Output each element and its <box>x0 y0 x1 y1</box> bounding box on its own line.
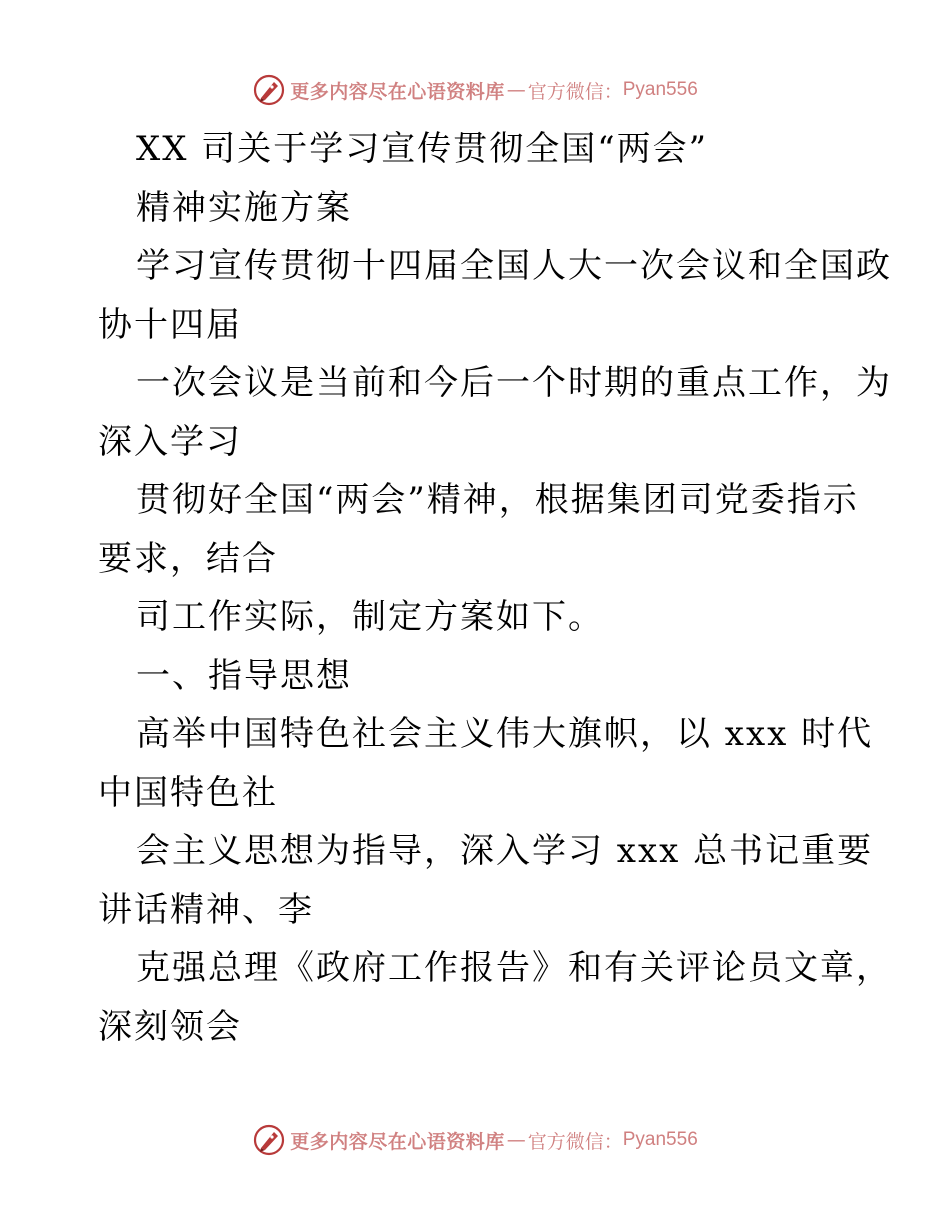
paragraph-line: 要求，结合 <box>98 538 278 579</box>
paragraph-line: 协十四届 <box>98 304 242 345</box>
paragraph-line: 学习宣传贯彻十四届全国人大一次会议和全国政 <box>136 246 892 286</box>
pen-nib-logo-icon <box>252 1123 286 1157</box>
footer-banner <box>0 1120 950 1160</box>
banner-dash: — <box>506 79 526 101</box>
paragraph-line: 讲话精神、李 <box>98 889 314 930</box>
paragraph-line: 一次会议是当前和今后一个时期的重点工作，为 <box>136 363 892 403</box>
document-body <box>98 120 892 1056</box>
paragraph-line: 克强总理《政府工作报告》和有关评论员文章， <box>136 948 892 988</box>
banner-promo-text: 更多内容尽在心语资料库 <box>290 80 505 103</box>
pen-nib-logo-icon <box>252 73 286 107</box>
paragraph-line: 会主义思想为指导，深入学习 xxx 总书记重要 <box>136 831 874 871</box>
paragraph-line: 高举中国特色社会主义伟大旗帜，以 xxx 时代 <box>136 714 874 754</box>
document-title-line-2: 精神实施方案 <box>136 187 352 228</box>
section-heading: 一、指导思想 <box>136 655 352 696</box>
paragraph-line: 深入学习 <box>98 421 242 462</box>
banner-wechat-handle: Pyan556 <box>622 1129 698 1150</box>
document-title-line-1: XX 司关于学习宣传贯彻全国“两会” <box>136 129 708 169</box>
banner-contact-label: 官方微信： <box>527 80 623 103</box>
banner-contact-label: 官方微信： <box>527 1130 623 1153</box>
paragraph-line: 中国特色社 <box>98 772 278 813</box>
banner-wechat-handle: Pyan556 <box>622 79 698 100</box>
paragraph-line: 司工作实际，制定方案如下。 <box>136 597 604 637</box>
paragraph-line: 贯彻好全国“两会”精神，根据集团司党委指示 <box>136 480 859 520</box>
banner-promo-text: 更多内容尽在心语资料库 <box>290 1130 505 1153</box>
header-banner <box>0 70 950 110</box>
banner-dash: — <box>506 1129 526 1151</box>
paragraph-line: 深刻领会 <box>98 1006 242 1047</box>
